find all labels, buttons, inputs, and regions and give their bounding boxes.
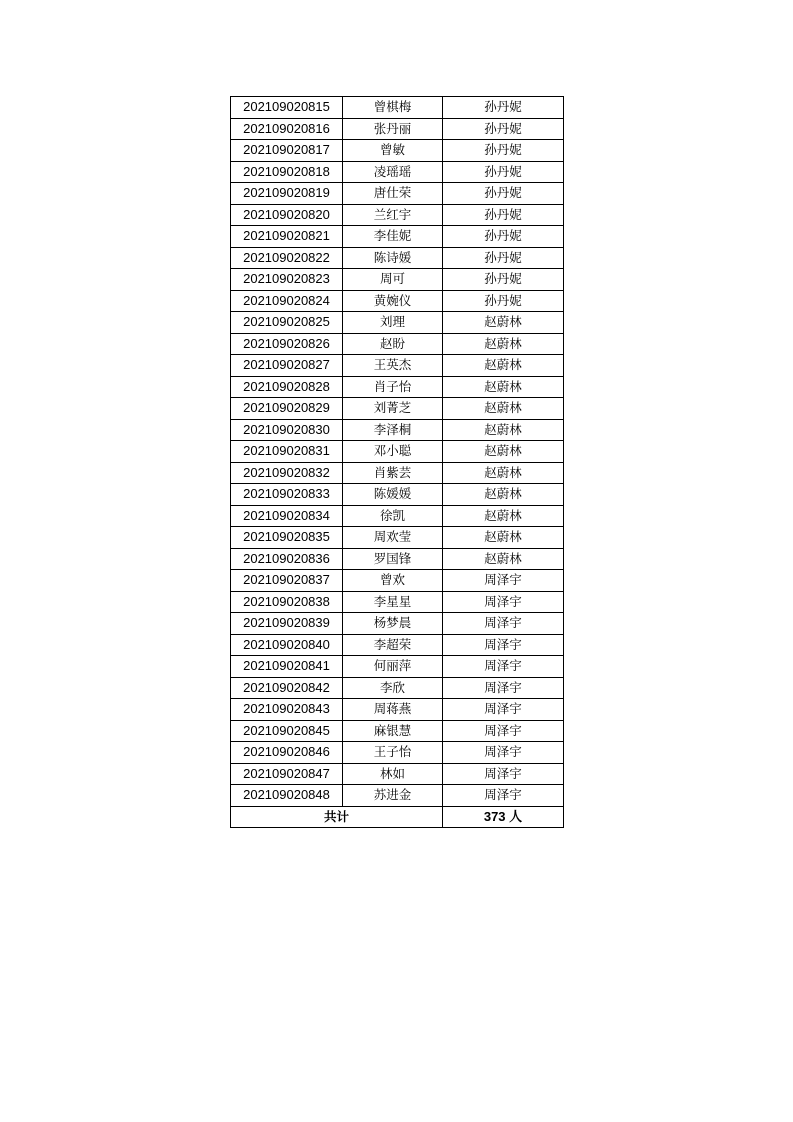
student-name-cell: 何丽萍 <box>343 656 443 678</box>
table-row <box>231 247 564 269</box>
table-row <box>231 527 564 549</box>
student-name-cell: 曾棋梅 <box>343 97 443 119</box>
student-name-cell: 李佳妮 <box>343 226 443 248</box>
advisor-name-cell: 周泽宇 <box>443 742 564 764</box>
advisor-name-cell: 赵蔚林 <box>443 462 564 484</box>
student-id-cell: 202109020827 <box>231 355 343 377</box>
table-row <box>231 763 564 785</box>
table-row <box>231 656 564 678</box>
advisor-name-cell: 孙丹妮 <box>443 204 564 226</box>
student-id-cell: 202109020836 <box>231 548 343 570</box>
table-row <box>231 312 564 334</box>
student-name-cell: 陈诗媛 <box>343 247 443 269</box>
student-id-cell: 202109020843 <box>231 699 343 721</box>
student-name-cell: 林如 <box>343 763 443 785</box>
table-row <box>231 634 564 656</box>
student-name-cell: 肖紫芸 <box>343 462 443 484</box>
student-id-cell: 202109020820 <box>231 204 343 226</box>
student-id-cell: 202109020823 <box>231 269 343 291</box>
advisor-name-cell: 周泽宇 <box>443 699 564 721</box>
student-name-cell: 黄婉仪 <box>343 290 443 312</box>
table-row <box>231 333 564 355</box>
student-roster-table <box>230 96 564 828</box>
advisor-name-cell: 周泽宇 <box>443 785 564 807</box>
table-row <box>231 785 564 807</box>
student-id-cell: 202109020821 <box>231 226 343 248</box>
total-row <box>231 806 564 828</box>
student-name-cell: 曾敏 <box>343 140 443 162</box>
advisor-name-cell: 孙丹妮 <box>443 161 564 183</box>
table-row <box>231 677 564 699</box>
table-row <box>231 355 564 377</box>
table-row <box>231 97 564 119</box>
student-name-cell: 刘菁芝 <box>343 398 443 420</box>
student-name-cell: 李欣 <box>343 677 443 699</box>
advisor-name-cell: 周泽宇 <box>443 613 564 635</box>
advisor-name-cell: 孙丹妮 <box>443 247 564 269</box>
student-name-cell: 麻银慧 <box>343 720 443 742</box>
student-name-cell: 李超荣 <box>343 634 443 656</box>
student-name-cell: 杨梦晨 <box>343 613 443 635</box>
student-id-cell: 202109020842 <box>231 677 343 699</box>
table-row <box>231 419 564 441</box>
advisor-name-cell: 赵蔚林 <box>443 484 564 506</box>
table-row <box>231 269 564 291</box>
student-id-cell: 202109020835 <box>231 527 343 549</box>
advisor-name-cell: 周泽宇 <box>443 677 564 699</box>
roster-body <box>231 97 564 828</box>
table-row <box>231 441 564 463</box>
student-id-cell: 202109020833 <box>231 484 343 506</box>
advisor-name-cell: 孙丹妮 <box>443 140 564 162</box>
student-id-cell: 202109020818 <box>231 161 343 183</box>
advisor-name-cell: 周泽宇 <box>443 763 564 785</box>
advisor-name-cell: 周泽宇 <box>443 570 564 592</box>
advisor-name-cell: 孙丹妮 <box>443 118 564 140</box>
student-id-cell: 202109020828 <box>231 376 343 398</box>
table-row <box>231 398 564 420</box>
advisor-name-cell: 周泽宇 <box>443 634 564 656</box>
student-id-cell: 202109020815 <box>231 97 343 119</box>
student-id-cell: 202109020826 <box>231 333 343 355</box>
table-row <box>231 505 564 527</box>
student-name-cell: 王子怡 <box>343 742 443 764</box>
student-name-cell: 陈媛媛 <box>343 484 443 506</box>
advisor-name-cell: 赵蔚林 <box>443 548 564 570</box>
advisor-name-cell: 孙丹妮 <box>443 226 564 248</box>
student-name-cell: 徐凯 <box>343 505 443 527</box>
advisor-name-cell: 赵蔚林 <box>443 419 564 441</box>
advisor-name-cell: 赵蔚林 <box>443 312 564 334</box>
student-id-cell: 202109020837 <box>231 570 343 592</box>
table-row <box>231 720 564 742</box>
student-name-cell: 凌瑶瑶 <box>343 161 443 183</box>
student-id-cell: 202109020817 <box>231 140 343 162</box>
student-name-cell: 曾欢 <box>343 570 443 592</box>
advisor-name-cell: 孙丹妮 <box>443 269 564 291</box>
total-value: 373 人 <box>443 806 564 828</box>
student-id-cell: 202109020819 <box>231 183 343 205</box>
student-name-cell: 罗国锋 <box>343 548 443 570</box>
student-name-cell: 苏进金 <box>343 785 443 807</box>
table-row <box>231 140 564 162</box>
advisor-name-cell: 周泽宇 <box>443 656 564 678</box>
student-name-cell: 唐仕荣 <box>343 183 443 205</box>
table-row <box>231 570 564 592</box>
student-name-cell: 兰红宇 <box>343 204 443 226</box>
student-id-cell: 202109020848 <box>231 785 343 807</box>
student-name-cell: 肖子怡 <box>343 376 443 398</box>
advisor-name-cell: 赵蔚林 <box>443 441 564 463</box>
table-row <box>231 226 564 248</box>
table-row <box>231 548 564 570</box>
student-name-cell: 张丹丽 <box>343 118 443 140</box>
table-row <box>231 484 564 506</box>
student-id-cell: 202109020838 <box>231 591 343 613</box>
student-id-cell: 202109020824 <box>231 290 343 312</box>
student-id-cell: 202109020839 <box>231 613 343 635</box>
table-row <box>231 591 564 613</box>
student-name-cell: 周可 <box>343 269 443 291</box>
advisor-name-cell: 孙丹妮 <box>443 290 564 312</box>
table-row <box>231 376 564 398</box>
student-name-cell: 周欢莹 <box>343 527 443 549</box>
student-name-cell: 邓小聪 <box>343 441 443 463</box>
student-id-cell: 202109020830 <box>231 419 343 441</box>
table-row <box>231 204 564 226</box>
advisor-name-cell: 周泽宇 <box>443 720 564 742</box>
table-row <box>231 742 564 764</box>
student-name-cell: 李星星 <box>343 591 443 613</box>
advisor-name-cell: 赵蔚林 <box>443 355 564 377</box>
student-name-cell: 赵盼 <box>343 333 443 355</box>
total-label: 共计 <box>231 806 443 828</box>
table-row <box>231 699 564 721</box>
student-id-cell: 202109020822 <box>231 247 343 269</box>
student-id-cell: 202109020841 <box>231 656 343 678</box>
table-row <box>231 118 564 140</box>
student-id-cell: 202109020829 <box>231 398 343 420</box>
student-id-cell: 202109020825 <box>231 312 343 334</box>
student-name-cell: 刘理 <box>343 312 443 334</box>
student-id-cell: 202109020834 <box>231 505 343 527</box>
student-id-cell: 202109020816 <box>231 118 343 140</box>
table-row <box>231 183 564 205</box>
table-row <box>231 161 564 183</box>
table-row <box>231 290 564 312</box>
student-name-cell: 周蒋燕 <box>343 699 443 721</box>
student-id-cell: 202109020847 <box>231 763 343 785</box>
student-id-cell: 202109020832 <box>231 462 343 484</box>
advisor-name-cell: 赵蔚林 <box>443 505 564 527</box>
advisor-name-cell: 赵蔚林 <box>443 527 564 549</box>
advisor-name-cell: 赵蔚林 <box>443 376 564 398</box>
student-name-cell: 李泽桐 <box>343 419 443 441</box>
student-id-cell: 202109020846 <box>231 742 343 764</box>
advisor-name-cell: 赵蔚林 <box>443 333 564 355</box>
table-row <box>231 462 564 484</box>
table-row <box>231 613 564 635</box>
advisor-name-cell: 孙丹妮 <box>443 183 564 205</box>
student-id-cell: 202109020840 <box>231 634 343 656</box>
student-id-cell: 202109020845 <box>231 720 343 742</box>
student-id-cell: 202109020831 <box>231 441 343 463</box>
advisor-name-cell: 周泽宇 <box>443 591 564 613</box>
advisor-name-cell: 赵蔚林 <box>443 398 564 420</box>
advisor-name-cell: 孙丹妮 <box>443 97 564 119</box>
student-name-cell: 王英杰 <box>343 355 443 377</box>
